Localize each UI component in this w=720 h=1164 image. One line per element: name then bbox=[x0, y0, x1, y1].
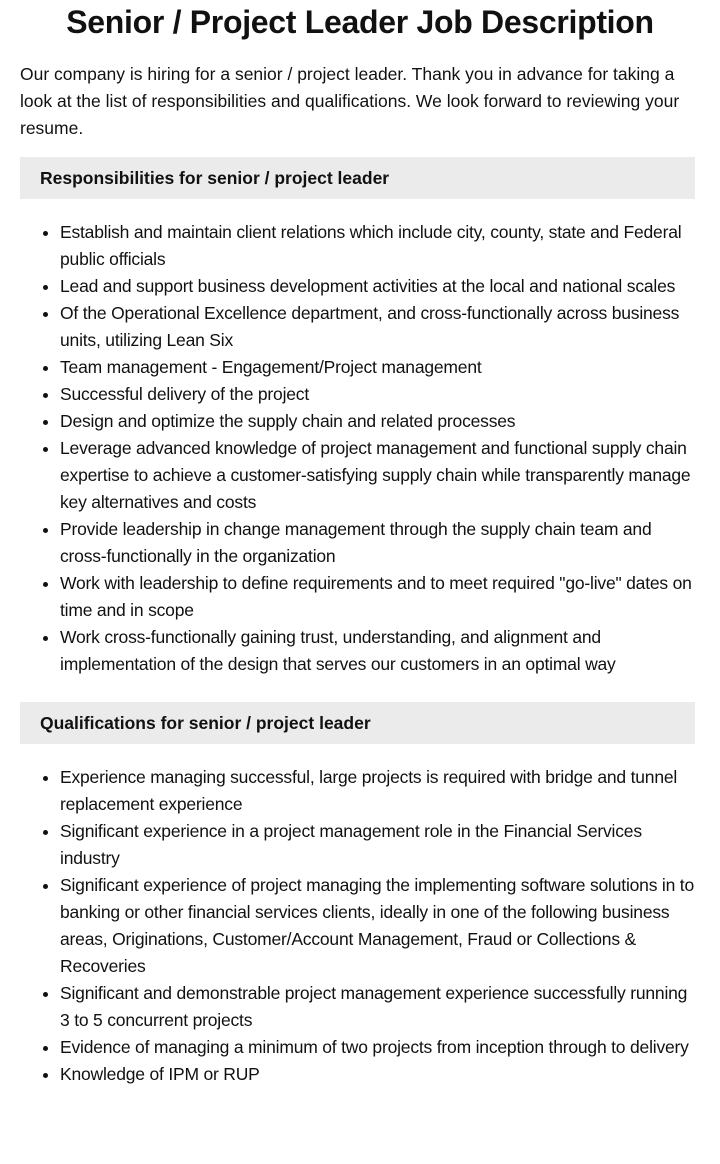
intro-paragraph: Our company is hiring for a senior / project leader. Thank you in advance for taking a look at the list of responsibilities and qualifications. We look forward to reviewing your resume. bbox=[20, 64, 680, 138]
list-item: • Experience managing successful, large projects is required with bridge and tunnel replacement experience bbox=[60, 764, 700, 818]
list-item: • Leverage advanced knowledge of project management and functional supply chain expertise to achieve a customer-satisfying supply chain while transparently manage key alternatives and costs bbox=[60, 435, 700, 516]
list-item: • Evidence of managing a minimum of two projects from inception through to delivery bbox=[60, 1034, 700, 1061]
list-item: • Work with leadership to define requirements and to meet required "go-live" dates on time and in scope bbox=[60, 570, 700, 624]
responsibilities-list bbox=[20, 219, 700, 678]
list-item: • Successful delivery of the project bbox=[60, 381, 700, 408]
page-title: Senior / Project Leader Job Description bbox=[66, 4, 654, 40]
list-item: • Work cross-functionally gaining trust, understanding, and alignment and implementation of the design that serves our customers in an optimal way bbox=[60, 624, 700, 678]
list-item: • Provide leadership in change management through the supply chain team and cross-functionally in the organization bbox=[60, 516, 700, 570]
list-item: • Significant experience in a project management role in the Financial Services industry bbox=[60, 818, 700, 872]
responsibilities-heading: Responsibilities for senior / project leader bbox=[20, 157, 695, 199]
qualifications-heading: Qualifications for senior / project leader bbox=[20, 702, 695, 744]
list-item: • Design and optimize the supply chain and related processes bbox=[60, 408, 700, 435]
list-item: • Significant experience of project managing the implementing software solutions in to banking or other financial services clients, ideally in one of the following business areas, Originations, Customer/Account Management, Fraud or Collections & Recoveries bbox=[60, 872, 700, 980]
list-item: • Lead and support business development activities at the local and national scales bbox=[60, 273, 700, 300]
list-item: • Significant and demonstrable project management experience successfully running 3 to 5 concurrent projects bbox=[60, 980, 700, 1034]
list-item: • Knowledge of IPM or RUP bbox=[60, 1061, 700, 1088]
qualifications-list bbox=[20, 764, 700, 1088]
list-item: • Team management - Engagement/Project management bbox=[60, 354, 700, 381]
list-item: • Of the Operational Excellence department, and cross-functionally across business units, utilizing Lean Six bbox=[60, 300, 700, 354]
list-item: • Establish and maintain client relations which include city, county, state and Federal public officials bbox=[60, 219, 700, 273]
